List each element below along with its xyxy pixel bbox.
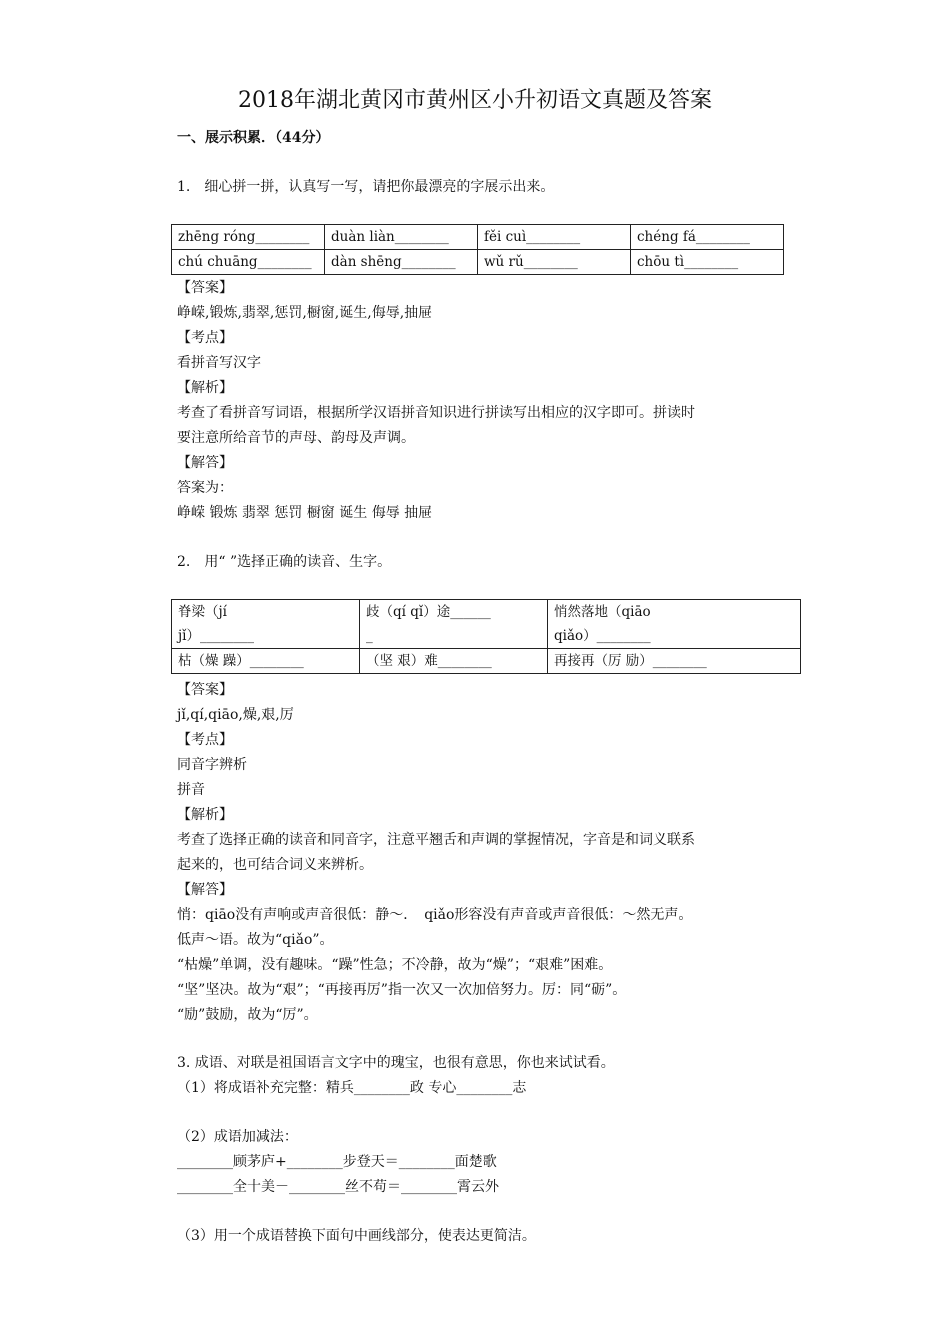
analysis-label: 【解析】 [177, 380, 233, 396]
cell-line: 脊梁（jí [178, 604, 228, 620]
point-label: 【考点】 [177, 330, 233, 346]
q3-sub1: （1）将成语补充完整：精兵________政 专心________志 [177, 1080, 527, 1096]
solution-label: 【解答】 [177, 882, 233, 898]
table-cell: （坚 艰）难________ [360, 649, 548, 674]
table-cell: chú chuāng________ [172, 250, 325, 275]
analysis-text: 要注意所给音节的声母、韵母及声调。 [177, 430, 415, 446]
answer-label: 【答案】 [177, 280, 233, 296]
cell-line: jǐ）________ [178, 628, 255, 644]
answer-text: 峥嵘,锻炼,翡翠,惩罚,橱窗,诞生,侮辱,抽屉 [177, 305, 433, 321]
table-cell: 枯（燥 躁）________ [172, 649, 360, 674]
table-cell: dàn shēng________ [325, 250, 478, 275]
table-cell [172, 600, 360, 649]
answer-label: 【答案】 [177, 682, 233, 698]
q3-sub2-line: ________全十美－________丝不苟＝________霄云外 [177, 1179, 499, 1195]
q2-choice-table [171, 599, 801, 674]
table-cell: chōu tì________ [631, 250, 784, 275]
section-heading: 一、展示积累．（44分） [177, 130, 330, 146]
table-cell: duàn liàn________ [325, 225, 478, 250]
cell-line: 歧（qí qǐ）途______ [366, 604, 491, 620]
q3-sub3: （3）用一个成语替换下面句中画线部分，使表达更简洁。 [177, 1228, 536, 1244]
q3-sub2-line: ________顾茅庐+________步登天＝________面楚歌 [177, 1154, 497, 1170]
table-cell: wǔ rǔ________ [478, 250, 631, 275]
cell-line: qiǎo）________ [554, 628, 651, 644]
point-text: 拼音 [177, 782, 205, 798]
analysis-text: 考查了看拼音写词语，根据所学汉语拼音知识进行拼读写出相应的汉字即可。拼读时 [177, 405, 695, 421]
point-text: 看拼音写汉字 [177, 355, 261, 371]
table-row [172, 225, 784, 250]
solution-text: 低声～语。故为“qiǎo”。 [177, 932, 334, 948]
cell-line: 悄然落地（qiāo [554, 604, 651, 620]
q1-prompt: 1. 细心拼一拼，认真写一写，请把你最漂亮的字展示出来。 [177, 179, 555, 195]
analysis-label: 【解析】 [177, 807, 233, 823]
solution-text: 峥嵘 锻炼 翡翠 惩罚 橱窗 诞生 侮辱 抽屉 [177, 505, 433, 521]
answer-text: jǐ,qí,qiāo,燥,艰,厉 [177, 707, 294, 723]
analysis-text: 起来的，也可结合词义来辨析。 [177, 857, 373, 873]
point-label: 【考点】 [177, 732, 233, 748]
solution-text: “枯燥”单调，没有趣味。“躁”性急；不冷静，故为“燥”；“艰难”困难。 [177, 957, 613, 973]
solution-text: 答案为： [177, 480, 233, 496]
solution-text: “励”鼓励，故为“厉”。 [177, 1007, 318, 1023]
page-title: 2018年湖北黄冈市黄州区小升初语文真题及答案 [238, 88, 712, 113]
table-cell: chéng fá________ [631, 225, 784, 250]
analysis-text: 考查了选择正确的读音和同音字，注意平翘舌和声调的掌握情况，字音是和词义联系 [177, 832, 695, 848]
q1-pinyin-table [171, 224, 784, 275]
cell-line: _ [366, 628, 373, 644]
table-cell [360, 600, 548, 649]
table-row [172, 600, 801, 649]
q2-prompt: 2. 用“ ”选择正确的读音、生字。 [177, 554, 392, 570]
solution-label: 【解答】 [177, 455, 233, 471]
table-cell: 再接再（厉 励）________ [548, 649, 801, 674]
table-cell [548, 600, 801, 649]
point-text: 同音字辨析 [177, 757, 247, 773]
table-cell: zhēng róng________ [172, 225, 325, 250]
table-cell: fěi cuì________ [478, 225, 631, 250]
solution-text: 悄：qiāo没有声响或声音很低：静～． qiǎo形容没有声音或声音很低：～然无声。 [177, 907, 693, 923]
table-row [172, 649, 801, 674]
q3-prompt: 3. 成语、对联是祖国语言文字中的瑰宝，也很有意思，你也来试试看。 [177, 1055, 615, 1071]
q3-sub2: （2）成语加减法： [177, 1129, 298, 1145]
solution-text: “坚”坚决。故为“艰”；“再接再厉”指一次又一次加倍努力。厉：同“砺”。 [177, 982, 627, 998]
table-row [172, 250, 784, 275]
